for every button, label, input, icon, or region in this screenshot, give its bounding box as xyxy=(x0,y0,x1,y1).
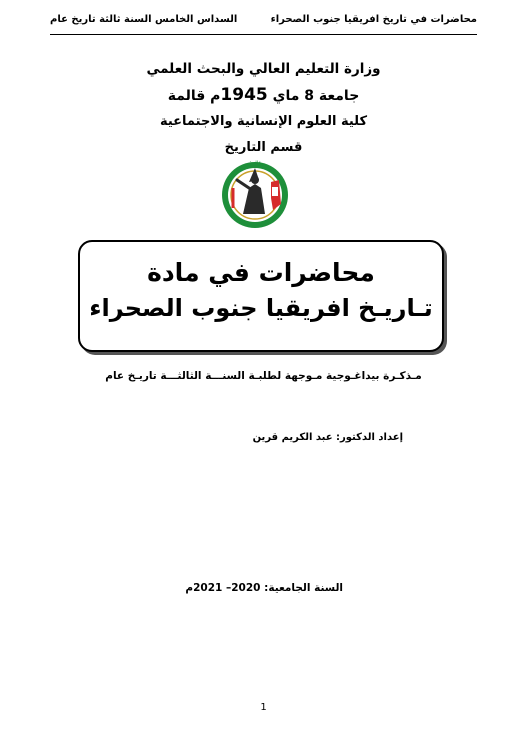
ministry-name: وزارة التعليم العالي والبحث العلمي xyxy=(146,61,381,77)
university-emblem-icon xyxy=(219,158,291,230)
header-course-title: محاضرات في تاريخ افريقيا جنوب الصحراء xyxy=(270,14,477,25)
page-header xyxy=(50,12,477,35)
emblem-caption: قالمة xyxy=(248,160,262,167)
course-title-box xyxy=(78,240,444,352)
institution-block xyxy=(0,56,527,161)
header-level: السداس الخامس السنة ثالثة تاريخ عام xyxy=(50,14,238,25)
page-number: 1 xyxy=(260,702,267,713)
author-line: إعداد الدكتور: عبد الكريم قرين xyxy=(252,432,403,443)
academic-year: السنة الجامعية: 2020– 2021م xyxy=(185,582,343,594)
department-name: قسم التاريخ xyxy=(224,140,303,155)
memo-subtitle: مـذكـرة بيداغـوجية مـوجهة لطلبـة السنـــة الثالثـــة تاريـخ عام xyxy=(105,370,422,382)
title-line-2: تـاريـخ افريقيا جنوب الصحراء xyxy=(89,294,433,322)
university-name: جامعة 8 ماي 1945م قالمة xyxy=(167,85,360,105)
title-line-1: محاضرات في مادة xyxy=(147,258,375,287)
faculty-name: كلية العلوم الإنسانية والاجتماعية xyxy=(159,114,368,129)
